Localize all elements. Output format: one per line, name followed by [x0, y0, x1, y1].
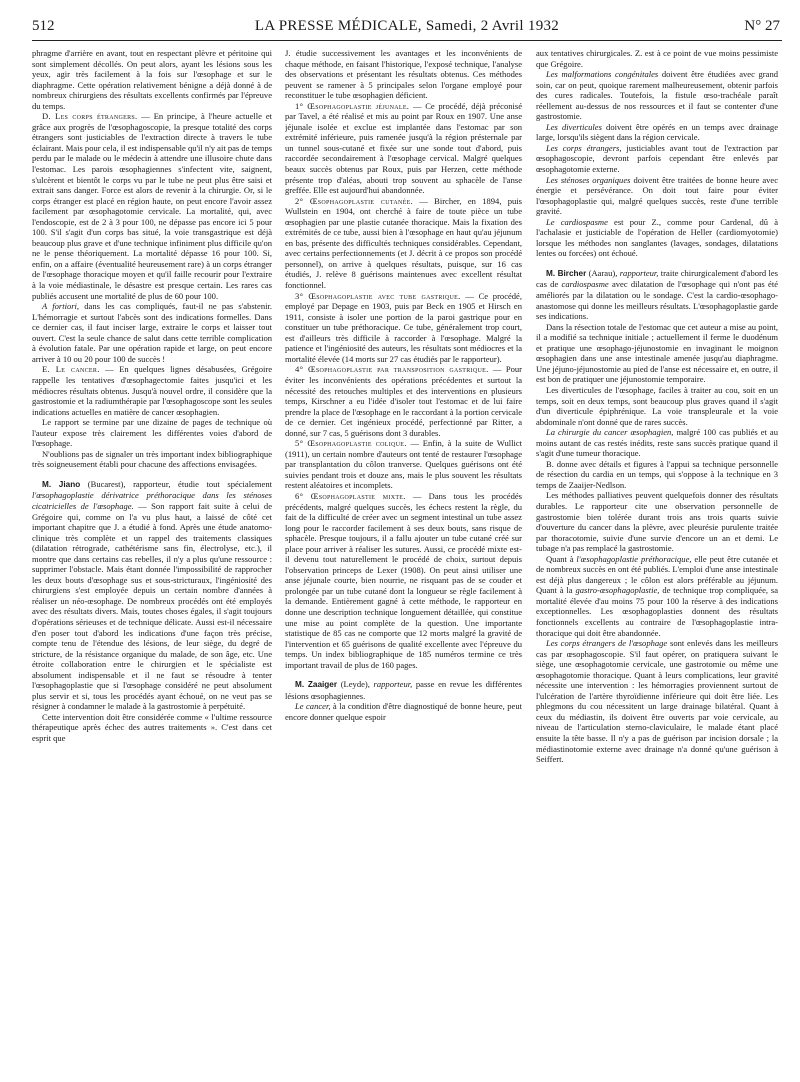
section-heading: 4° Œsophagoplastie par transposition gastrique. — [295, 364, 489, 375]
paragraph: Le cancer, à la condition d'être diagnostiqué de bonne heure, peut encore donner quelque espoir — [285, 701, 522, 722]
column-2 — [285, 48, 522, 1074]
section-heading: D. Les corps étrangers. — [42, 111, 138, 122]
paragraph: J. étudie successivement les avantages et les inconvénients de chaque méthode, en faisant l'historique, l'exposé technique, l'analyse des observations et présentant les résultats obtenus. Ces méthodes peuvent se ramener à 5 principales selon l'organe employé pour reconstituer le tube œsophagien déficient. — [285, 48, 522, 101]
paragraph: 6° Œsophagoplastie mixte. — Dans tous les procédés précédents, malgré quelques succès, les échecs restent la règle, du fait de la difficulté de créer avec un segment intestinal un tube assez long pour le raccorder facilement à ses deux bouts, sans risque de sphacèle. Presque toujours, il a fallu ajouter un tube cutané créé sur place pour arriver à réaliser les sutures. Aussi, ce procédé mixte est-il devenu tout naturellement le procédé de choix, surtout depuis l'observation princeps de Lexer (1908). On peut ainsi utiliser une anse jéjunale courte, bien nourrie, ne risquant pas de se couder et prolongée par un tube cutané dont la longueur se règle facilement à la demande. Entièrement gagné à cette méthode, le rapporteur en donne une description technique longuement détaillée, qui constitue une mise au point complète de la question. Une importante statistique de 85 cas ne comporte que 12 morts malgré la gravité de l'intervention et 65 guérisons de qualité excellente avec l'épreuve du temps. Un index bibliographique de 185 numéros termine ce très important travail de plus de 160 pages. — [285, 490, 522, 670]
paragraph: 3° Œsophagoplastie avec tube gastrique. — Ce procédé, employé par Depage en 1903, puis par Beck en 1905 et Hirsch en 1911, consiste à isoler une portion de la paroi gastrique pour en constituer un tube préthoracique. Ce tube, généralement trop court, est d'ailleurs très difficile à raccorder à l'œsophage. Malgré la patience et l'ingéniosité des auteurs, les résultats sont médiocres et la mortalité élevée (14 morts sur 27 cas étudiés par le rapporteur). — [285, 290, 522, 364]
paragraph: Les corps étrangers, justiciables avant tout de l'extraction par œsophagoscopie, devront parfois cependant être enlevés par œsophagotomie externe. — [536, 142, 778, 175]
paragraph: 4° Œsophagoplastie par transposition gastrique. — Pour éviter les inconvénients des opérations précédentes et surtout la nécessité des retouches multiples et des interventions en plusieurs temps, Kirschner a eu l'idée d'isoler tout l'estomac et de lui faire prendre la place de l'œsophage en le raccordant à la portion cervicale de ce dernier. Cet ingénieux procédé, perfectionné par Ritter, a donné, sur 7 cas, 5 guérisons dont 3 durables. — [285, 364, 522, 438]
paragraph: N'oublions pas de signaler un très important index bibliographique très soigneusement établi pour chacune des affections envisagées. — [32, 448, 272, 470]
issue-number: N° 27 — [744, 18, 780, 34]
section-heading: E. Le cancer. — [42, 364, 100, 375]
paragraph: Quant à l'œsophagoplastie préthoracique, elle peut être cutanée et de nombreux succès en ont été publiés. L'emploi d'une anse intestinale est déjà plus dangereux ; le côlon est alors préférable au jéjunum. Quant à la gastro-œsophagoplastie, de technique trop compliquée, sa mortalité élevée d'au moins 75 pour 100 la réserve à des indications exceptionnelles. Les œsophagoplasties donnent des résultats fonctionnels excellents au contraire de l'œsophagoplastie intra-thoracique qui doit être abandonnée. — [536, 553, 778, 638]
section-heading: 3° Œsophagoplastie avec tube gastrique. — [295, 290, 461, 301]
paragraph: Cette intervention doit être considérée comme « l'ultime ressource thérapeutique après échec des autres traitements ». C'est dans cet esprit que — [32, 711, 272, 743]
paragraph: Le cardiospasme est pour Z., comme pour Cardenal, dû à l'achalasie et justiciable de l'opération de Heller (cardiomyotomie) lorsque les méthodes non sanglantes (lavages, sondages, dilatations lentes ou forcées) ont échoué. — [536, 216, 778, 259]
paragraph: 1° Œsophagoplastie jéjunale. — Ce procédé, déjà préconisé par Tavel, a été réalisé et mis au point par Roux en 1907. Une anse jéjunale isolée et exclue est implantée dans l'estomac par son extrémité inférieure, puis ramenée jusqu'à la région présternale par un tunnel sous-cutané et fixée sur une sonde tout d'abord, puis raccordée secondairement à l'œsophage cervical. Malgré quelques beaux succès obtenus par Roux, puis par Herzen, cette méthode présente trop d'aléas, abouti trop souvent au sphacèle de l'anse greffée. Elle est aujourd'hui abandonnée. — [285, 100, 522, 196]
paragraph: M. Jiano (Bucarest), rapporteur, étudie tout spécialement l'œsophagoplastie dérivatrice préthoracique dans les sténoses cicatricielles de l'œsophage. — Son rapport fait suite à celui de Grégoire qui, comme on l'a vu plus haut, a laissé de côté cet important chapitre que J. a étudié à fond. Après une étude anatomo-clinique très complète et un rappel des traitements classiques (dilatation rétrograde, cathétérisme sans fin, électrolyse, etc.), il montre que dans certains cas rebelles, il n'y a plus qu'une ressource : supprimer l'obstacle. Mais étant donnée l'impossibilité de rapprocher les deux bouts d'œsophage sus et sous-stricturaux, l'ingéniosité des chirurgiens s'est employée depuis un certain nombre d'années à réaliser un néo-œsophage. De nombreux procédés ont été employés avec des résultats divers. Mais, toutes choses égales, il s'agit toujours d'opérations sérieuses et de technique délicate. Aussi est-il nécessaire d'en poser tout d'abord les indications d'une façon très précise, compte tenu de l'étendue des lésions, de leur siège, du degré de stricture, de la résistance organique du malade, de son âge, etc. Une étroite collaboration entre le chirurgien et le spécialiste est absolument indispensable et il ne faut se résoudre à tenter l'œsophagoplastie que si l'œsophage considéré ne peut absolument plus servir et si, tous les procédés ayant échoué, on ne veut pas se résigner à condamner le malade à la gastrostomie à perpétuité. — [32, 478, 272, 712]
paragraph: La chirurgie du cancer œsophagien, malgré 100 cas publiés et au moins autant de cas restés inédits, reste sans succès pratique quand il s'agit d'une tumeur thoracique. — [536, 427, 778, 459]
paragraph: D. Les corps étrangers. — En principe, à l'heure actuelle et grâce aux progrès de l'œsophagoscopie, la presque totalité des corps étrangers sont justiciables de l'extraction directe à travers le tube éclairant. Mais pour cela, il est indispensable qu'il n'y ait pas de temps perdu par le malade ou le médecin à attendre une illusoire chute dans l'estomac. Les parois œsophagiennes s'infectent vite, saignent, s'ulcèrent et bientôt le corps vu par le tube ne peut plus être saisi et extrait sans danger. Force est alors de revenir à la chirurgie. Or, si le corps étranger est placé en région haute, on peut encore l'avoir assez facilement par œsophagotomie cervicale. La mortalité, qui, avec l'endoscopie, est de 2 à 3 pour 100, ne dépasse pas encore ici 5 pour 100. S'il s'agit d'un corps bas situé, la voie transgastrique est déjà beaucoup plus grave et d'une technique infiniment plus difficile qu'on ne le pense théoriquement. La mortalité dépasse 16 pour 100. Si, enfin, on a affaire (éventualité heureusement rare) à un corps étranger de l'œsophage thoracique moyen et qu'il faille recourir pour l'extraire à la voie médiastinale, le désastre est presque certain. Les rares cas publiés accusent une mortalité de plus de 60 pour 100. — [32, 111, 272, 301]
paragraph: 5° Œsophagoplastie colique. — Enfin, à la suite de Wullict (1911), un certain nombre d'auteurs ont tenté de restaurer l'œsophage par transplantation du côlon tranverse. Quelques guérisons ont été suivies pendant trois et douze ans, mais le plus souvent les résultats restent aléatoires et incomplets. — [285, 438, 522, 491]
article-body — [32, 48, 782, 1074]
paragraph: B. donne avec détails et figures à l'appui sa technique personnelle de résection du cardia en un temps, qui s'oppose à la technique en 3 temps de Zaaijer-Nedlson. — [536, 458, 778, 490]
paragraph: aux tentatives chirurgicales. Z. est à ce point de vue moins pessimiste que Grégoire. — [536, 48, 778, 69]
section-heading: 6° Œsophagoplastie mixte. — [295, 490, 406, 501]
paragraph: Les diverticules de l'œsophage, faciles à traiter au cou, soit en un temps, soit en deux temps, sont beaucoup plus graves quand il s'agit d'un diverticule épiphrénique. La voie transpleurale et la voie abdominale n'ont donné que de rares succès. — [536, 384, 778, 427]
column-3 — [536, 48, 778, 1074]
paragraph: phragme d'arrière en avant, tout en respectant plèvre et péritoine qui sont simplement décollés. On peut alors, ayant les lésions sous les yeux, agir très facilement à la fois sur l'œsophage et sur le diaphragme. Cette opération relativement bénigne a déjà donné à de nombreux chirurgiens des résultats excellents confirmés par l'épreuve du temps. — [32, 48, 272, 111]
speaker-name: M. Bircher — [546, 268, 587, 278]
column-1 — [32, 48, 272, 1074]
journal-title: LA PRESSE MÉDICALE, Samedi, 2 Avril 1932 — [254, 18, 560, 34]
speaker-name: M. Zaaiger — [295, 680, 338, 690]
paragraph: Les corps étrangers de l'œsophage sont enlevés dans les meilleurs cas par œsophagoscopie. S'il faut opérer, on pratiquera suivant le siège, une œsophagotomie cervicale, une gastrotomie ou même une œsophagotomie thoracique. Quant à leurs complications, leur gravité nécessite une intervention : les hémorragies proviennent surtout de l'ulcération de l'artère thyroïdienne inférieure qui doit être liée. Les phlegmons du cou nécessitent un large drainage bilatéral. Quant à ceux du médiastin, ils doivent être ouverts par voie cervicale, au niveau de l'articulation sterno-claviculaire, le malade étant placé ensuite la tête basse. Il n'y a pas de guérison par incision dorsale ; la médiastinotomie externe avec drainage n'a donné qu'une guérison à Seiffert. — [536, 638, 778, 765]
paragraph: Les malformations congénitales doivent être étudiées avec grand soin, car on peut, quoique rarement malheureusement, obtenir parfois des cures radicales. Toutefois, la fistule œso-trachéale paraît réellement au-dessus de nos ressources et il faut se contenter d'une gastrostomie. — [536, 69, 778, 122]
section-heading: 2° Œsophagoplastie cutanée. — [295, 195, 413, 206]
section-heading: 5° Œsophagoplastie colique. — [295, 438, 407, 449]
section-heading: 1° Œsophagoplastie jéjunale. — [295, 100, 410, 111]
paragraph: M. Bircher (Aarau), rapporteur, traite chirurgicalement d'abord les cas de cardiospasme avec dilatation de l'œsophage qui n'ont pas été améliorés par la dilatation ou le sondage. C'est la cardio-œsophago-anastomose qui donne les meilleurs résultats. L'œsophagoplastie garde ses indications. — [536, 267, 778, 322]
speaker-name: M. Jiano — [42, 479, 81, 489]
paragraph: A fortiori, dans les cas compliqués, faut-il ne pas s'abstenir. L'hémorragie et surtout l'abcès sont des indications formelles. Dans ce dernier cas, il faut inciser large, extraire le corps et laisser tout ouvert. C'est la seule chance de salut dans cette terrible complication à évolution fatale. Par une opération rapide et large, on peut encore arriver à 10 ou 20 pour 100 de succès ! — [32, 301, 272, 364]
paragraph: Le rapport se termine par une dizaine de pages de technique où l'auteur expose très clairement les différentes voies d'abord de l'œsophage. — [32, 417, 272, 449]
paragraph: Les sténoses organiques doivent être traitées de bonne heure avec énergie et persévérance. On doit tout faire pour éviter l'œsophagoplastie qui, malgré quelques succès, reste d'une terrible gravité. — [536, 174, 778, 217]
paragraph: Les diverticules doivent être opérés en un temps avec drainage large, lorsqu'ils siègent dans la région cervicale. — [536, 121, 778, 143]
newspaper-page — [32, 14, 782, 1074]
paragraph: E. Le cancer. — En quelques lignes désabusées, Grégoire rappelle les tentatives d'œsophagectomie faites jusqu'ici et les médiocres résultats obtenus. Jusqu'à nouvel ordre, il considère que la gastrostomie et la radiumthérapie par l'œsophagoscope sont les seules indications actuelles en matière de cancer œsophagien. — [32, 364, 272, 417]
page-number: 512 — [32, 18, 55, 34]
paragraph: 2° Œsophagoplastie cutanée. — Bircher, en 1894, puis Wullstein en 1904, ont cherché à faire de toute pièce un tube œsophagien par une plastie cutanée thoracique. Mais la fixation des extrémités de ce tube, aussi bien à l'œsophage en haut qu'au jéjunum en bas, présente des difficultés techniques considérables. Cependant, avec certains perfectionnements (et J. décrit à ce propos son procédé personnel), on arrive à quelques résultats, puisque, sur 16 cas étudiés, J. relève 8 guérisons maintenues avec excellent résultat fonctionnel. — [285, 195, 522, 291]
paragraph: Les méthodes palliatives peuvent quelquefois donner des résultats durables. Le rapporteur cite une observation personnelle de gastrostomie bien tolérée durant trois ans trois quarts suivie d'ouverture du cancer dans la plèvre, avec pleurésie purulente traitée par thoracotomie, suivie d'une survie d'encore un an et demi. Le tubage n'a pas remplacé la gastrostomie. — [536, 490, 778, 554]
paragraph: M. Zaaiger (Leyde), rapporteur, passe en revue les différentes lésions œsophagiennes. — [285, 679, 522, 701]
paragraph: Dans la résection totale de l'estomac que cet auteur a mise au point, il a modifié sa technique initiale ; actuellement il ferme le duodénum et pratique une œsophago-jéjunostomie en invaginant le moignon œsophagien dans une anse intestinale amenée jusqu'au diaphragme. Une jéjuno-jéjunostomie au pied de l'anse est nécessaire et, en outre, il est bon de pratiquer une jéjunostomie temporaire. — [536, 321, 778, 385]
page-header — [32, 14, 782, 41]
